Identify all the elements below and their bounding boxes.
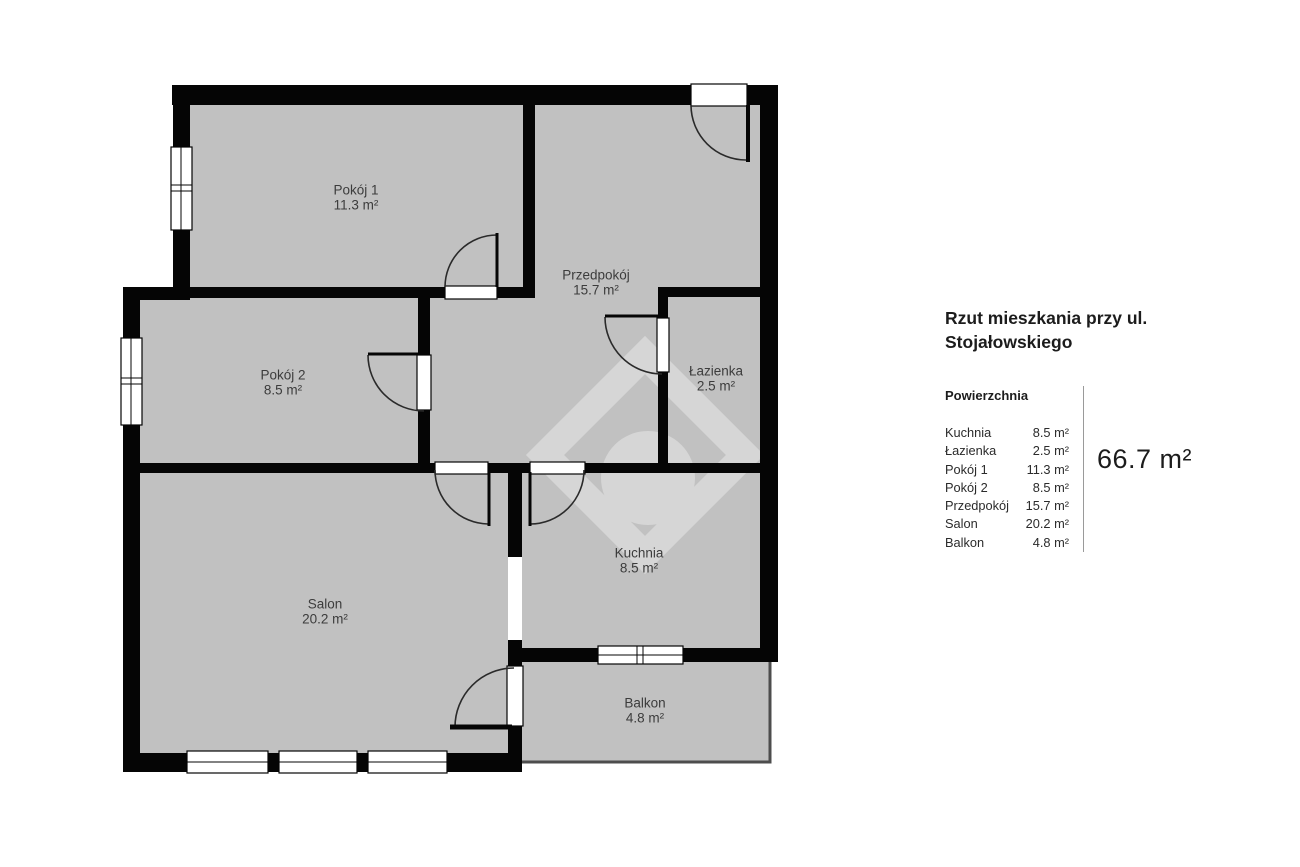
legend-section-label: Powierzchnia <box>945 388 1029 403</box>
legend-room-name: Łazienka <box>945 443 997 459</box>
wall-salon-kuchnia-upper <box>508 468 522 557</box>
door-opening-entrance <box>691 84 747 106</box>
wall-pokoj1-przedpokoj <box>523 95 535 298</box>
room-name: Balkon <box>624 695 666 711</box>
room-name: Pokój 1 <box>333 182 379 198</box>
legend-room-name: Pokój 2 <box>945 479 988 495</box>
page-title <box>945 306 1165 354</box>
legend-row <box>945 461 1069 479</box>
legend-divider <box>1083 386 1084 552</box>
room-name: Przedpokój <box>562 267 630 283</box>
legend-row <box>945 424 1069 442</box>
room-name: Salon <box>307 596 343 612</box>
room-name: Kuchnia <box>614 545 664 561</box>
legend-row <box>945 479 1069 497</box>
room-fill-balkon <box>522 662 770 762</box>
wall-lazienka-top <box>658 287 760 297</box>
room-name: Pokój 2 <box>260 367 306 383</box>
door-opening-salon <box>435 462 488 474</box>
room-area: 4.8 m² <box>625 710 665 725</box>
total-area: 66.7 m² <box>1097 444 1193 474</box>
wall-outer-top <box>172 85 776 105</box>
wall-salon-kuchnia-mid <box>508 640 522 668</box>
room-fill-przedpokoj-ext <box>430 287 535 463</box>
room-area: 2.5 m² <box>696 378 736 393</box>
legend-room-area: 4.8 m² <box>1032 534 1069 550</box>
legend-room-area: 15.7 m² <box>1025 498 1069 514</box>
room-name: Łazienka <box>688 363 744 379</box>
room-area: 8.5 m² <box>619 560 659 575</box>
legend-room-name: Salon <box>945 516 978 532</box>
page-title-line2: Stojałowskiego <box>945 332 1073 352</box>
legend-room-name: Przedpokój <box>945 498 1010 514</box>
wall-salon-kuchnia-lower <box>508 725 522 772</box>
legend-room-area: 11.3 m² <box>1026 461 1069 477</box>
legend-row <box>945 534 1069 552</box>
wall-outer-right <box>760 85 778 660</box>
room-fill-pokoj1 <box>190 105 523 287</box>
room-fill-salon <box>140 473 508 753</box>
door-opening-kuchnia <box>530 462 585 474</box>
door-opening-pokoj2 <box>417 355 431 410</box>
legend-room-name: Kuchnia <box>945 425 992 440</box>
room-area: 20.2 m² <box>302 611 348 626</box>
legend-row <box>945 497 1069 515</box>
legend-row <box>945 442 1069 460</box>
legend-room-area: 20.2 m² <box>1025 516 1069 532</box>
legend-room-name: Pokój 1 <box>945 461 988 477</box>
door-opening-balkon <box>507 666 523 726</box>
legend-room-name: Balkon <box>945 534 985 550</box>
room-fill-pokoj2 <box>140 298 418 463</box>
page-title-line1: Rzut mieszkania przy ul. <box>945 308 1148 328</box>
legend-room-area: 8.5 m² <box>1032 425 1069 440</box>
legend-room-list <box>945 424 1069 552</box>
legend-room-area: 8.5 m² <box>1032 479 1069 495</box>
door-opening-lazienka <box>657 318 669 372</box>
room-area: 8.5 m² <box>263 382 303 397</box>
room-area: 15.7 m² <box>573 282 619 297</box>
door-opening-pokoj1 <box>445 286 497 299</box>
room-area: 11.3 m² <box>333 197 379 212</box>
legend-room-area: 2.5 m² <box>1032 443 1069 459</box>
legend-row <box>945 515 1069 533</box>
